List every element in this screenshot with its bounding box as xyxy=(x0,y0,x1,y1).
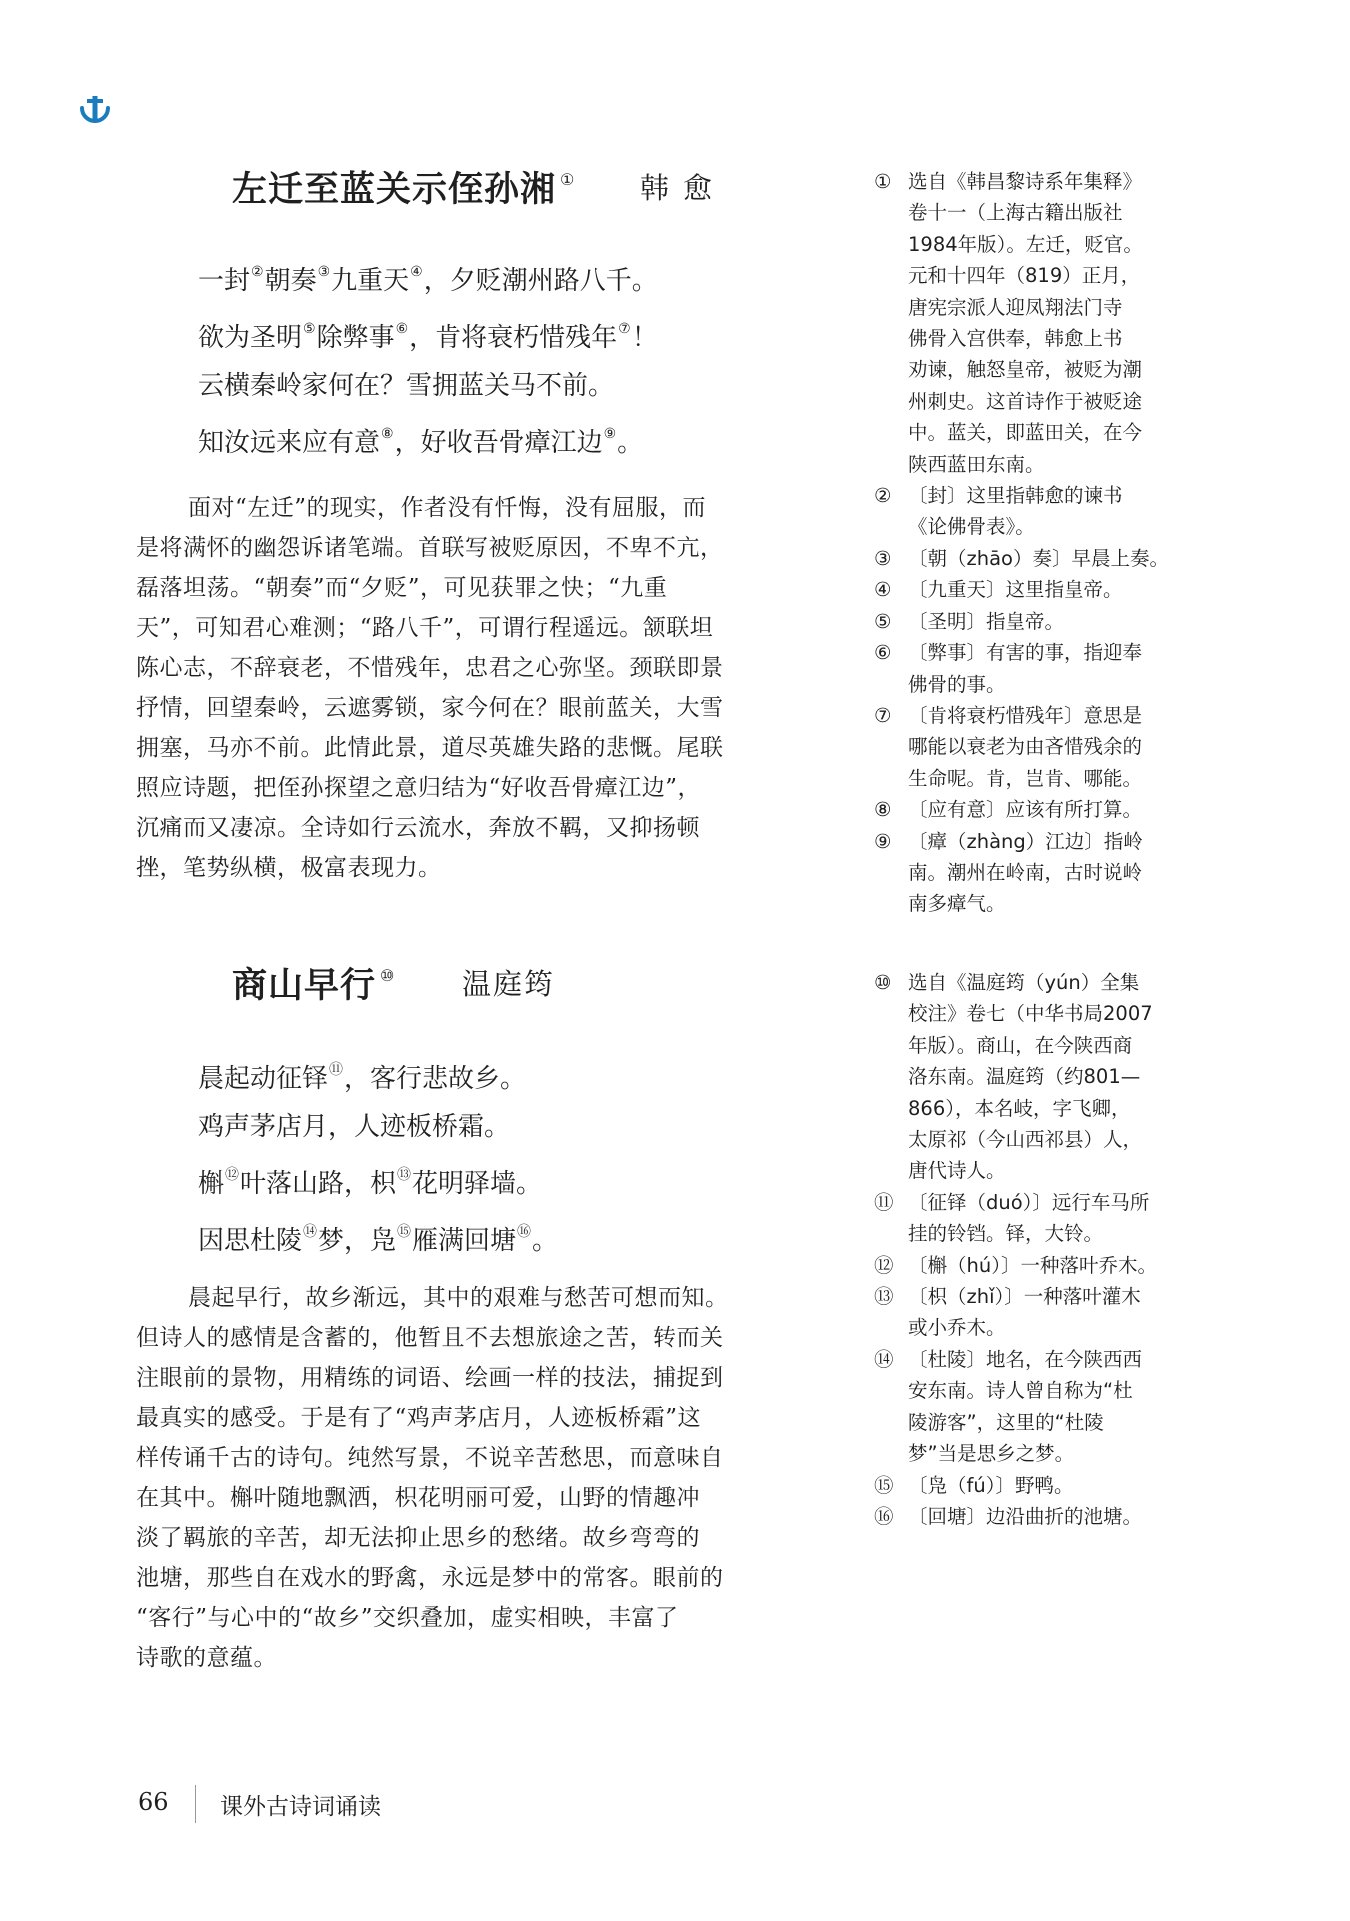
footnote-line: 挂的铃铛。铎，大铃。 xyxy=(908,1222,1104,1246)
poem2-author: 温庭筠 xyxy=(462,967,556,1001)
footnote-number: ⑬ xyxy=(874,1285,894,1309)
commentary-line: 沉痛而又凄凉。全诗如行云流水，奔放不羁，又抑扬顿 xyxy=(136,815,700,841)
footnote-line: 州刺史。这首诗作于被贬途 xyxy=(908,389,1143,413)
commentary-line: 淡了羁旅的辛苦，却无法抑止思乡的愁绪。故乡弯弯的 xyxy=(136,1525,700,1551)
footnote-line: 〔征铎（duó）〕远行车马所 xyxy=(908,1190,1150,1214)
footnote-line: 〔瘴（zhàng）江边〕指岭 xyxy=(908,829,1143,853)
note-marker: ⑧ xyxy=(381,426,394,442)
anchor-logo-icon xyxy=(78,94,112,128)
footnote-text xyxy=(908,543,1184,574)
commentary-line: 照应诗题，把侄孙探望之意归结为“好收吾骨瘴江边”， xyxy=(136,775,702,801)
note-marker: ⑭ xyxy=(303,1224,318,1240)
poem2-commentary xyxy=(136,1278,804,1678)
verse-line xyxy=(198,362,658,410)
footnote-text xyxy=(908,1344,1184,1470)
footnote-line: 劝谏，触怒皇帝，被贬为潮 xyxy=(908,358,1143,382)
page-number: 66 xyxy=(138,1788,169,1816)
commentary-line: 晨起早行，故乡渐远，其中的艰难与愁苦可想而知。 xyxy=(188,1285,729,1311)
commentary-line: 陈心志，不辞衰老，不惜残年，忠君之心弥坚。颈联即景 xyxy=(136,655,724,681)
commentary-line: 诗歌的意蕴。 xyxy=(136,1645,277,1671)
verse-text: 槲 xyxy=(198,1169,225,1199)
commentary-line: 但诗人的感情是含蓄的，他暂且不去想旅途之苦，转而关 xyxy=(136,1325,724,1351)
footnote-line: 1984年版）。左迁，贬官。 xyxy=(908,232,1143,256)
verse-text: 知汝远来应有意 xyxy=(198,428,381,458)
footnote-text xyxy=(908,1250,1184,1281)
verse-text: 一封 xyxy=(198,266,251,296)
verse-text: 云横秦岭家何在？雪拥蓝关马不前。 xyxy=(198,371,615,401)
footnote xyxy=(874,543,1184,574)
verse-line xyxy=(198,1208,558,1265)
footnote-line: 校注》卷七（中华书局2007 xyxy=(908,1002,1153,1026)
footnote-number: ② xyxy=(874,484,892,508)
footnote-text xyxy=(908,637,1184,700)
footnote xyxy=(874,1187,1184,1250)
footnote-number: ⑥ xyxy=(874,641,892,665)
verse-line xyxy=(198,1046,558,1103)
footnote-number: ⑧ xyxy=(874,798,892,822)
footnote xyxy=(874,637,1184,700)
footnote-line: 选自《温庭筠（yún）全集 xyxy=(908,971,1140,994)
commentary-line: 是将满怀的幽怨诉诸笔端。首联写被贬原因，不卑不亢， xyxy=(136,535,724,561)
footnote-line: 〔肯将衰朽惜残年〕意思是 xyxy=(908,703,1143,727)
note-marker: ③ xyxy=(317,264,331,280)
commentary-line: 抒情，回望秦岭，云遮雾锁，家今何在？眼前蓝关，大雪 xyxy=(136,695,724,721)
footer-divider xyxy=(195,1785,196,1823)
note-marker: ⑥ xyxy=(395,321,409,337)
footnote-line: 陕西蓝田东南。 xyxy=(908,452,1045,476)
commentary-line: 挫，笔势纵横，极富表现力。 xyxy=(136,855,442,881)
note-marker: ⑫ xyxy=(225,1167,240,1183)
note-marker: ② xyxy=(251,264,264,280)
footnote-line: 佛骨的事。 xyxy=(908,672,1006,696)
verse-text: 雁满回塘 xyxy=(412,1226,517,1256)
commentary-line: 最真实的感受。于是有了“鸡声茅店月，人迹板桥霜”这 xyxy=(136,1405,702,1431)
verse-text: 因思杜陵 xyxy=(198,1226,303,1256)
verse-text: ，肯将衰朽惜残年 xyxy=(409,323,618,353)
footnote xyxy=(874,1281,1184,1344)
poem1-author: 韩愈 xyxy=(640,171,727,205)
commentary-line: “客行”与心中的“故乡”交织叠加，虚实相映，丰富了 xyxy=(136,1605,679,1631)
footnote-line: 哪能以衰老为由吝惜残余的 xyxy=(908,735,1143,759)
verse-text: 除弊事 xyxy=(316,323,395,353)
footnote-line: 〔杜陵〕地名，在今陕西西 xyxy=(908,1347,1143,1371)
footnote-text xyxy=(908,480,1184,543)
verse-text: ，客行悲故乡。 xyxy=(344,1064,527,1094)
commentary-line: 拥塞，马亦不前。此情此景，道尽英雄失路的悲慨。尾联 xyxy=(136,735,724,761)
verse-text: 花明驿墙。 xyxy=(412,1169,543,1199)
footnote-line: 〔槲（hú）〕一种落叶乔木。 xyxy=(908,1253,1157,1277)
footnote-line: 陵游客”，这里的“杜陵 xyxy=(908,1410,1104,1434)
verse-text: 鸡声茅店月，人迹板桥霜。 xyxy=(198,1112,511,1142)
footnote-text xyxy=(908,826,1184,920)
verse-text: 。 xyxy=(532,1226,559,1256)
note-marker: ⑦ xyxy=(618,321,631,337)
footnote-number: ③ xyxy=(874,546,892,570)
footnote-line: 《论佛骨表》。 xyxy=(908,515,1035,539)
poem1-verse xyxy=(198,248,658,467)
footnote-line: 梦”当是思乡之梦。 xyxy=(908,1442,1075,1466)
section-title: 课外古诗词诵读 xyxy=(220,1794,381,1820)
footnote-line: 洛东南。温庭筠（约801— xyxy=(908,1065,1141,1089)
footnote-line: 佛骨入宫供奉，韩愈上书 xyxy=(908,327,1123,351)
footnote-line: 卷十一（上海古籍出版社 xyxy=(908,201,1123,225)
poem1-commentary xyxy=(136,488,804,888)
footnote-text xyxy=(908,1187,1184,1250)
footnote-line: 〔圣明〕指皇帝。 xyxy=(908,609,1065,633)
footnote-number: ⑩ xyxy=(874,971,892,994)
footnote-text xyxy=(908,1501,1184,1532)
verse-text: 欲为圣明 xyxy=(198,323,303,353)
footnote-number: ⑨ xyxy=(874,829,892,853)
footnote-number: ⑭ xyxy=(874,1347,894,1371)
footnote xyxy=(874,700,1184,794)
verse-text: 。 xyxy=(617,428,644,458)
footnote-text xyxy=(908,967,1184,1187)
note-marker: ⑤ xyxy=(303,321,316,337)
footnote-number: ⑯ xyxy=(874,1504,894,1528)
verse-text: 叶落山路，枳 xyxy=(240,1169,397,1199)
note-marker: ⑬ xyxy=(397,1167,412,1183)
poem2-title: 商山早行 ⑩ xyxy=(232,965,396,1006)
footnote-text xyxy=(908,574,1184,605)
footnote-line: 元和十四年（819）正月， xyxy=(908,264,1141,288)
footnote-line: 866），本名岐，字飞卿， xyxy=(908,1096,1131,1120)
footnote xyxy=(874,606,1184,637)
footnote-number: ⑤ xyxy=(874,609,892,633)
footnote-line: 〔回塘〕边沿曲折的池塘。 xyxy=(908,1504,1143,1528)
note-marker: ⑯ xyxy=(517,1224,532,1240)
verse-text: ，夕贬潮州路八千。 xyxy=(423,266,658,296)
commentary-line: 面对“左迁”的现实，作者没有忏悔，没有屈服，而 xyxy=(188,495,707,521)
footnote-line: 〔九重天〕这里指皇帝。 xyxy=(908,578,1123,602)
footnote-line: 唐代诗人。 xyxy=(908,1159,1006,1183)
footnote-line: 年版）。商山，在今陕西商 xyxy=(908,1033,1133,1057)
commentary-line: 注眼前的景物，用精练的词语、绘画一样的技法，捕捉到 xyxy=(136,1365,724,1391)
footnote xyxy=(874,794,1184,825)
footnote-line: 或小乔木。 xyxy=(908,1316,1006,1340)
footnote-line: 〔应有意〕应该有所打算。 xyxy=(908,798,1143,822)
footnote-line: 唐宪宗派人迎凤翔法门寺 xyxy=(908,295,1123,319)
footnote xyxy=(874,1470,1184,1501)
footnote-line: 〔枳（zhǐ）〕一种落叶灌木 xyxy=(908,1285,1141,1309)
note-marker: ⑮ xyxy=(397,1224,412,1240)
footnote-text xyxy=(908,700,1184,794)
verse-line xyxy=(198,1103,558,1151)
footnote-text xyxy=(908,1470,1184,1501)
note-marker: ⑪ xyxy=(329,1062,344,1078)
footnote xyxy=(874,826,1184,920)
footnote-line: 南多瘴气。 xyxy=(908,892,1006,916)
verse-text: 九重天 xyxy=(331,266,410,296)
footnote xyxy=(874,967,1184,1187)
commentary-line: 磊落坦荡。“朝奏”而“夕贬”，可见获罪之快；“九重 xyxy=(136,575,668,601)
verse-line xyxy=(198,1151,558,1208)
footnote-line: 太原祁（今山西祁县）人， xyxy=(908,1128,1143,1152)
footnotes-poem2 xyxy=(874,967,1184,1532)
verse-text: ，好收吾骨瘴江边 xyxy=(394,428,603,458)
footnote-line: 中。蓝关，即蓝田关，在今 xyxy=(908,421,1143,445)
poem1-title: 左迁至蓝关示侄孙湘 ① xyxy=(232,169,576,210)
footnote-line: 安东南。诗人曾自称为“杜 xyxy=(908,1379,1133,1403)
footnote-line: 生命呢。肯，岂肯、哪能。 xyxy=(908,766,1143,790)
verse-line xyxy=(198,410,658,467)
footnote xyxy=(874,166,1184,480)
footnote-text xyxy=(908,606,1184,637)
footnotes-poem1 xyxy=(874,166,1184,920)
footnote-number: ⑮ xyxy=(874,1473,894,1497)
footnote-number: ① xyxy=(874,170,892,193)
footnote xyxy=(874,1344,1184,1470)
footnote-number: ⑫ xyxy=(874,1253,894,1277)
verse-text: 朝奏 xyxy=(264,266,317,296)
poem2-verse xyxy=(198,1046,558,1265)
footnote xyxy=(874,574,1184,605)
footnote-line: 〔凫（fú）〕野鸭。 xyxy=(908,1473,1074,1497)
footnote-text xyxy=(908,1281,1184,1344)
verse-text: 梦，凫 xyxy=(318,1226,397,1256)
footnote-text xyxy=(908,166,1184,480)
footnote-number: ⑦ xyxy=(874,703,892,727)
footnote-line: 〔弊事〕有害的事，指迎奉 xyxy=(908,641,1143,665)
note-marker: ⑨ xyxy=(603,426,617,442)
verse-text: 晨起动征铎 xyxy=(198,1064,329,1094)
verse-line xyxy=(198,248,658,305)
note-marker: ④ xyxy=(410,264,423,280)
commentary-line: 在其中。槲叶随地飘洒，枳花明丽可爱，山野的情趣冲 xyxy=(136,1485,700,1511)
commentary-line: 天”，可知君心难测；“路八千”，可谓行程遥远。颔联坦 xyxy=(136,615,714,641)
footnote-line: 选自《韩昌黎诗系年集释》 xyxy=(908,170,1143,193)
verse-text: ！ xyxy=(631,323,658,353)
footnote xyxy=(874,480,1184,543)
footnote-line: 南。潮州在岭南，古时说岭 xyxy=(908,860,1143,884)
footnote-text xyxy=(908,794,1184,825)
footnote xyxy=(874,1501,1184,1532)
footnote-line: 〔朝（zhāo）奏〕早晨上奏。 xyxy=(908,546,1169,570)
footnote xyxy=(874,1250,1184,1281)
footnote-number: ④ xyxy=(874,578,892,602)
commentary-line: 池塘，那些自在戏水的野禽，永远是梦中的常客。眼前的 xyxy=(136,1565,724,1591)
verse-line xyxy=(198,305,658,362)
commentary-line: 样传诵千古的诗句。纯然写景，不说辛苦愁思，而意味自 xyxy=(136,1445,724,1471)
footnote-number: ⑪ xyxy=(874,1190,894,1214)
footnote-line: 〔封〕这里指韩愈的谏书 xyxy=(908,484,1123,508)
